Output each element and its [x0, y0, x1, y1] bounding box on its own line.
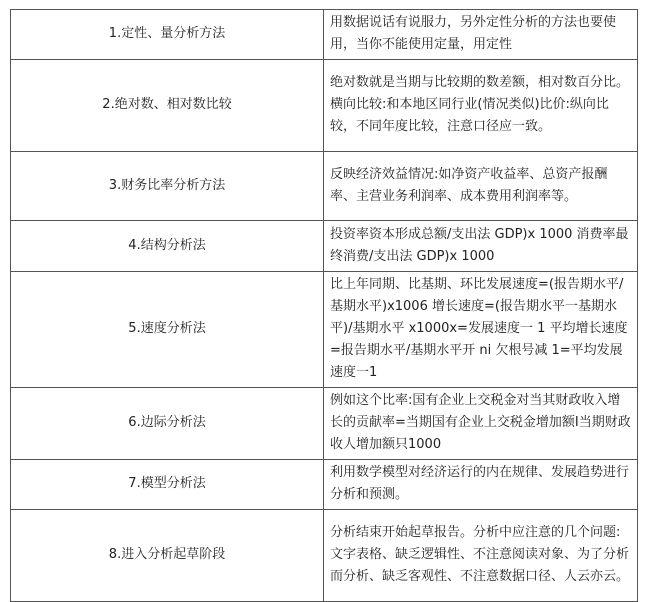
method-name-cell: 1.定性、量分析方法	[11, 10, 324, 60]
method-description-cell: 用数据说话有说服力，另外定性分析的方法也要使用，当你不能使用定量，用定性	[324, 10, 638, 60]
method-name-cell: 5.速度分析法	[11, 272, 324, 388]
method-description-cell: 反映经济效益情况:如净资产收益率、总资产报酬率、主营业务利润率、成本费用利润率等。	[324, 152, 638, 221]
method-description-cell: 分析结束开始起草报告。分析中应注意的几个问题:文字表格、缺乏逻辑性、不注意阅读对象、为了分析而分析、缺乏客观性、不注意数据口径、人云亦云。	[324, 510, 638, 602]
table-row	[11, 388, 638, 460]
table-row	[11, 272, 638, 388]
method-description-cell: 绝对数就是当期与比较期的数差额，相对数百分比。横向比较:和本地区同行业(情况类似)比价:纵向比较，不同年度比较，注意口径应一致。	[324, 60, 638, 152]
table-row	[11, 60, 638, 152]
method-description-cell: 例如这个比率:国有企业上交税金对当其财政收入增长的贡献率=当期国有企业上交税金增加额I当期财政收人增加额只1000	[324, 388, 638, 460]
method-description-cell: 比上年同期、比基期、环比发展速度=(报告期水平/基期水平)x1006 增长速度=(报告期水平一基期水平)/基期水平 x1000x=发展速度一 1 平均增长速度=报告期水平/基期水平开 ni 欠根号减 1=平均发展速度一1	[324, 272, 638, 388]
method-description-cell: 投资率资本形成总额/支出法 GDP)x 1000 消费率最终消费/支出法 GDP)x 1000	[324, 221, 638, 272]
analysis-methods-table	[10, 9, 638, 602]
table-row	[11, 510, 638, 602]
method-name-cell: 2.绝对数、相对数比较	[11, 60, 324, 152]
table-row	[11, 10, 638, 60]
table-row	[11, 221, 638, 272]
table-row	[11, 152, 638, 221]
method-name-cell: 6.边际分析法	[11, 388, 324, 460]
method-name-cell: 7.模型分析法	[11, 460, 324, 510]
method-name-cell: 3.财务比率分析方法	[11, 152, 324, 221]
method-name-cell: 4.结构分析法	[11, 221, 324, 272]
method-description-cell: 利用数学模型对经济运行的内在规律、发展趋势进行分析和预测。	[324, 460, 638, 510]
method-name-cell: 8.进入分析起草阶段	[11, 510, 324, 602]
table-row	[11, 460, 638, 510]
